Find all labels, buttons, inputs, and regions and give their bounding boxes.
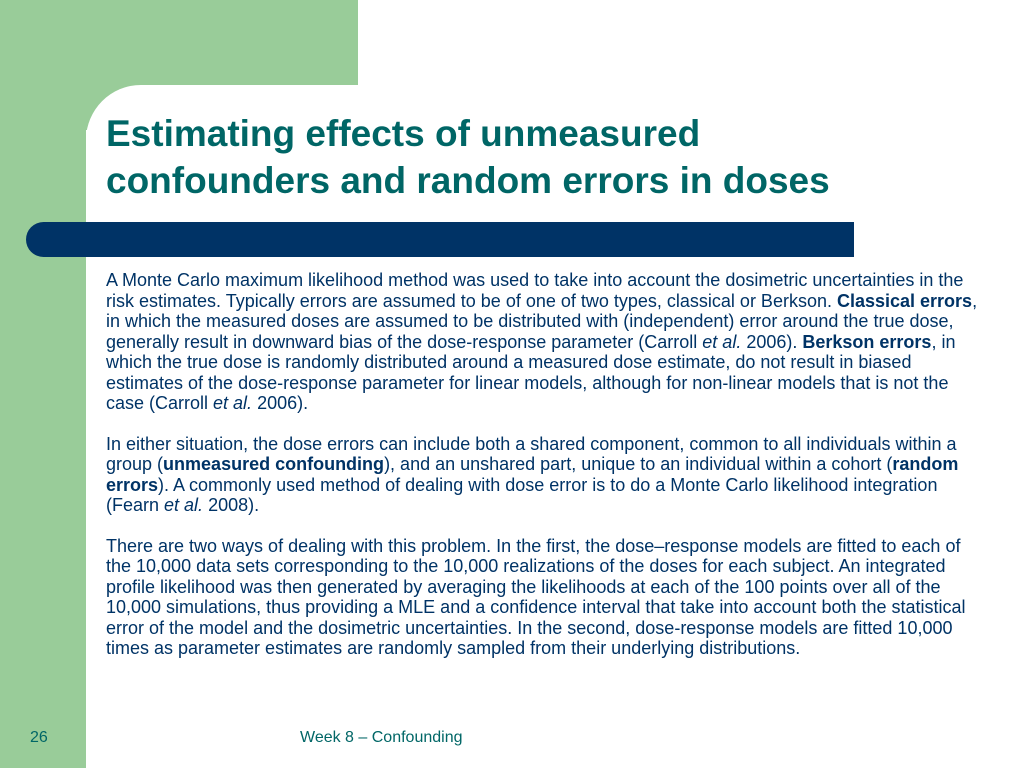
slide-body xyxy=(106,270,981,679)
paragraph-3: There are two ways of dealing with this problem. In the first, the dose–response models are fitted to each of the 10,000 data sets corresponding to the 10,000 realizations of the doses for each subject. An integrated profile likelihood was then generated by averaging the likelihoods at each of the 100 points over all of the 10,000 simulations, thus providing a MLE and a confidence interval that take into account both the statistical error of the model and the dosimetric uncertainties. In the second, dose-response models are fitted 10,000 times as parameter estimates are randomly sampled from their underlying distributions. xyxy=(106,535,966,658)
footer-text: Week 8 – Confounding xyxy=(300,729,463,746)
paragraph-2 xyxy=(106,434,981,516)
p1-et-al-1: et al. xyxy=(702,331,742,352)
p1-berkson-errors: Berkson errors xyxy=(802,331,932,352)
p2-text-e: ). A commonly used method of dealing with dose error is to do a Monte Carlo likelihood integration (Fearn xyxy=(106,474,938,515)
p2-unmeasured-confounding: unmeasured confounding xyxy=(163,454,385,474)
p1-classical-errors: Classical errors xyxy=(836,290,973,311)
paragraph-1 xyxy=(106,270,981,414)
slide-title xyxy=(106,110,986,204)
p2-text-c: ), and an unshared part, unique to an individual within a cohort ( xyxy=(384,454,893,474)
p2-text-a: In either situation, the dose errors can include both a shared component, common to all individuals within a group ( xyxy=(106,433,957,474)
p1-et-al-2: et al. xyxy=(213,393,253,413)
p1-text-c: , in which the measured doses are assumed to be distributed with (independent) error around the true dose, generally result in downward bias of the dose-response parameter (Carroll xyxy=(106,290,978,352)
p1-text-i: 2006). xyxy=(252,393,309,413)
p1-text-a: A Monte Carlo maximum likelihood method was used to take into account the dosimetric uncertainties in the risk estimates. Typically errors are assumed to be of one of two types, classical or Berkson. xyxy=(106,270,964,311)
p2-text-g: 2008). xyxy=(203,495,260,515)
title-divider-bar xyxy=(26,222,854,257)
slide-title-line-1: Estimating effects of unmeasured xyxy=(106,113,701,154)
p1-text-g: , in which the true dose is randomly distributed around a measured dose estimate, do not result in biased estimates of the dose-response parameter for linear models, although for non-linear models that is not the case (Carroll xyxy=(106,331,956,413)
p2-random-errors: random errors xyxy=(106,454,959,495)
decorative-green-strip-left xyxy=(0,0,86,768)
slide-number: 26 xyxy=(30,729,48,746)
slide-title-line-2: confounders and random errors in doses xyxy=(106,160,830,201)
p2-et-al: et al. xyxy=(164,495,204,515)
p1-text-e: 2006). xyxy=(741,331,803,352)
